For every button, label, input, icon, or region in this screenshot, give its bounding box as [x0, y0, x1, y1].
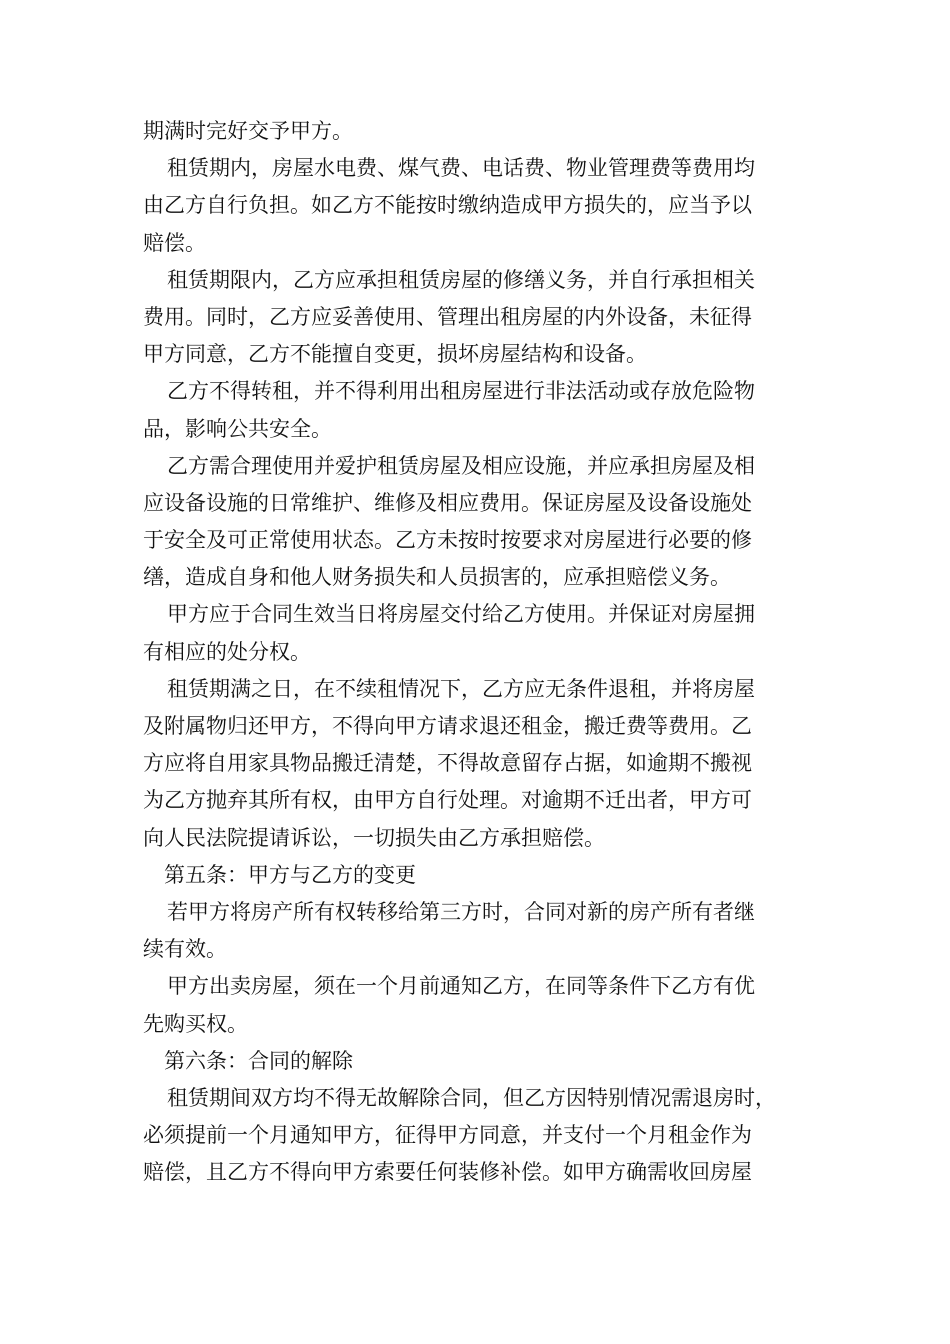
text-line: 于安全及可正常使用状态。乙方未按时按要求对房屋进行必要的修 [143, 528, 752, 553]
text-line: 及附属物归还甲方，不得向甲方请求退还租金，搬迁费等费用。乙 [143, 714, 752, 738]
section-heading-article-6: 第六条：合同的解除 [164, 1048, 353, 1073]
text-line: 缮，造成自身和他人财务损失和人员损害的，应承担赔偿义务。 [143, 565, 731, 590]
text-line: 有相应的处分权。 [143, 639, 311, 664]
text-line: 费用。同时，乙方应妥善使用、管理出租房屋的内外设备，未征得 [143, 304, 752, 329]
paragraph-start-line: 租赁期限内，乙方应承担租赁房屋的修缮义务，并自行承担相关 [167, 267, 755, 292]
text-line: 赔偿，且乙方不得向甲方索要任何装修补偿。如甲方确需收回房屋 [143, 1160, 752, 1185]
paragraph-start-line: 若甲方将房产所有权转移给第三方时，合同对新的房产所有者继 [167, 899, 755, 924]
paragraph-start-line: 甲方出卖房屋，须在一个月前通知乙方，在同等条件下乙方有优 [167, 974, 755, 999]
paragraph-start-line: 租赁期内，房屋水电费、煤气费、电话费、物业管理费等费用均 [167, 156, 755, 181]
text-line: 先购买权。 [143, 1011, 248, 1036]
text-line: 向人民法院提请诉讼，一切损失由乙方承担赔偿。 [143, 825, 605, 850]
document-body [143, 113, 813, 1191]
text-line: 期满时完好交予甲方。 [143, 119, 353, 143]
section-heading-article-5: 第五条：甲方与乙方的变更 [164, 862, 416, 887]
paragraph-start-line: 租赁期间双方均不得无故解除合同，但乙方因特别情况需退房时， [167, 1085, 776, 1110]
paragraph-start-line: 乙方需合理使用并爱护租赁房屋及相应设施，并应承担房屋及相 [167, 453, 755, 478]
text-line: 品，影响公共安全。 [143, 416, 332, 441]
text-line: 必须提前一个月通知甲方，征得甲方同意，并支付一个月租金作为 [143, 1123, 752, 1148]
text-line: 赔偿。 [143, 230, 206, 255]
text-line: 为乙方抛弃其所有权，由甲方自行处理。对逾期不迁出者，甲方可 [143, 788, 752, 813]
paragraph-start-line: 乙方不得转租，并不得利用出租房屋进行非法活动或存放危险物 [167, 379, 755, 404]
paragraph-start-line: 租赁期满之日，在不续租情况下，乙方应无条件退租，并将房屋 [167, 676, 755, 701]
text-line: 方应将自用家具物品搬迁清楚，不得故意留存占据，如逾期不搬视 [143, 751, 752, 776]
text-line: 由乙方自行负担。如乙方不能按时缴纳造成甲方损失的，应当予以 [143, 193, 752, 218]
text-line: 应设备设施的日常维护、维修及相应费用。保证房屋及设备设施处 [143, 490, 752, 515]
text-line: 甲方同意，乙方不能擅自变更，损坏房屋结构和设备。 [143, 342, 647, 367]
paragraph-start-line: 甲方应于合同生效当日将房屋交付给乙方使用。并保证对房屋拥 [167, 602, 755, 627]
text-line: 续有效。 [143, 937, 227, 962]
